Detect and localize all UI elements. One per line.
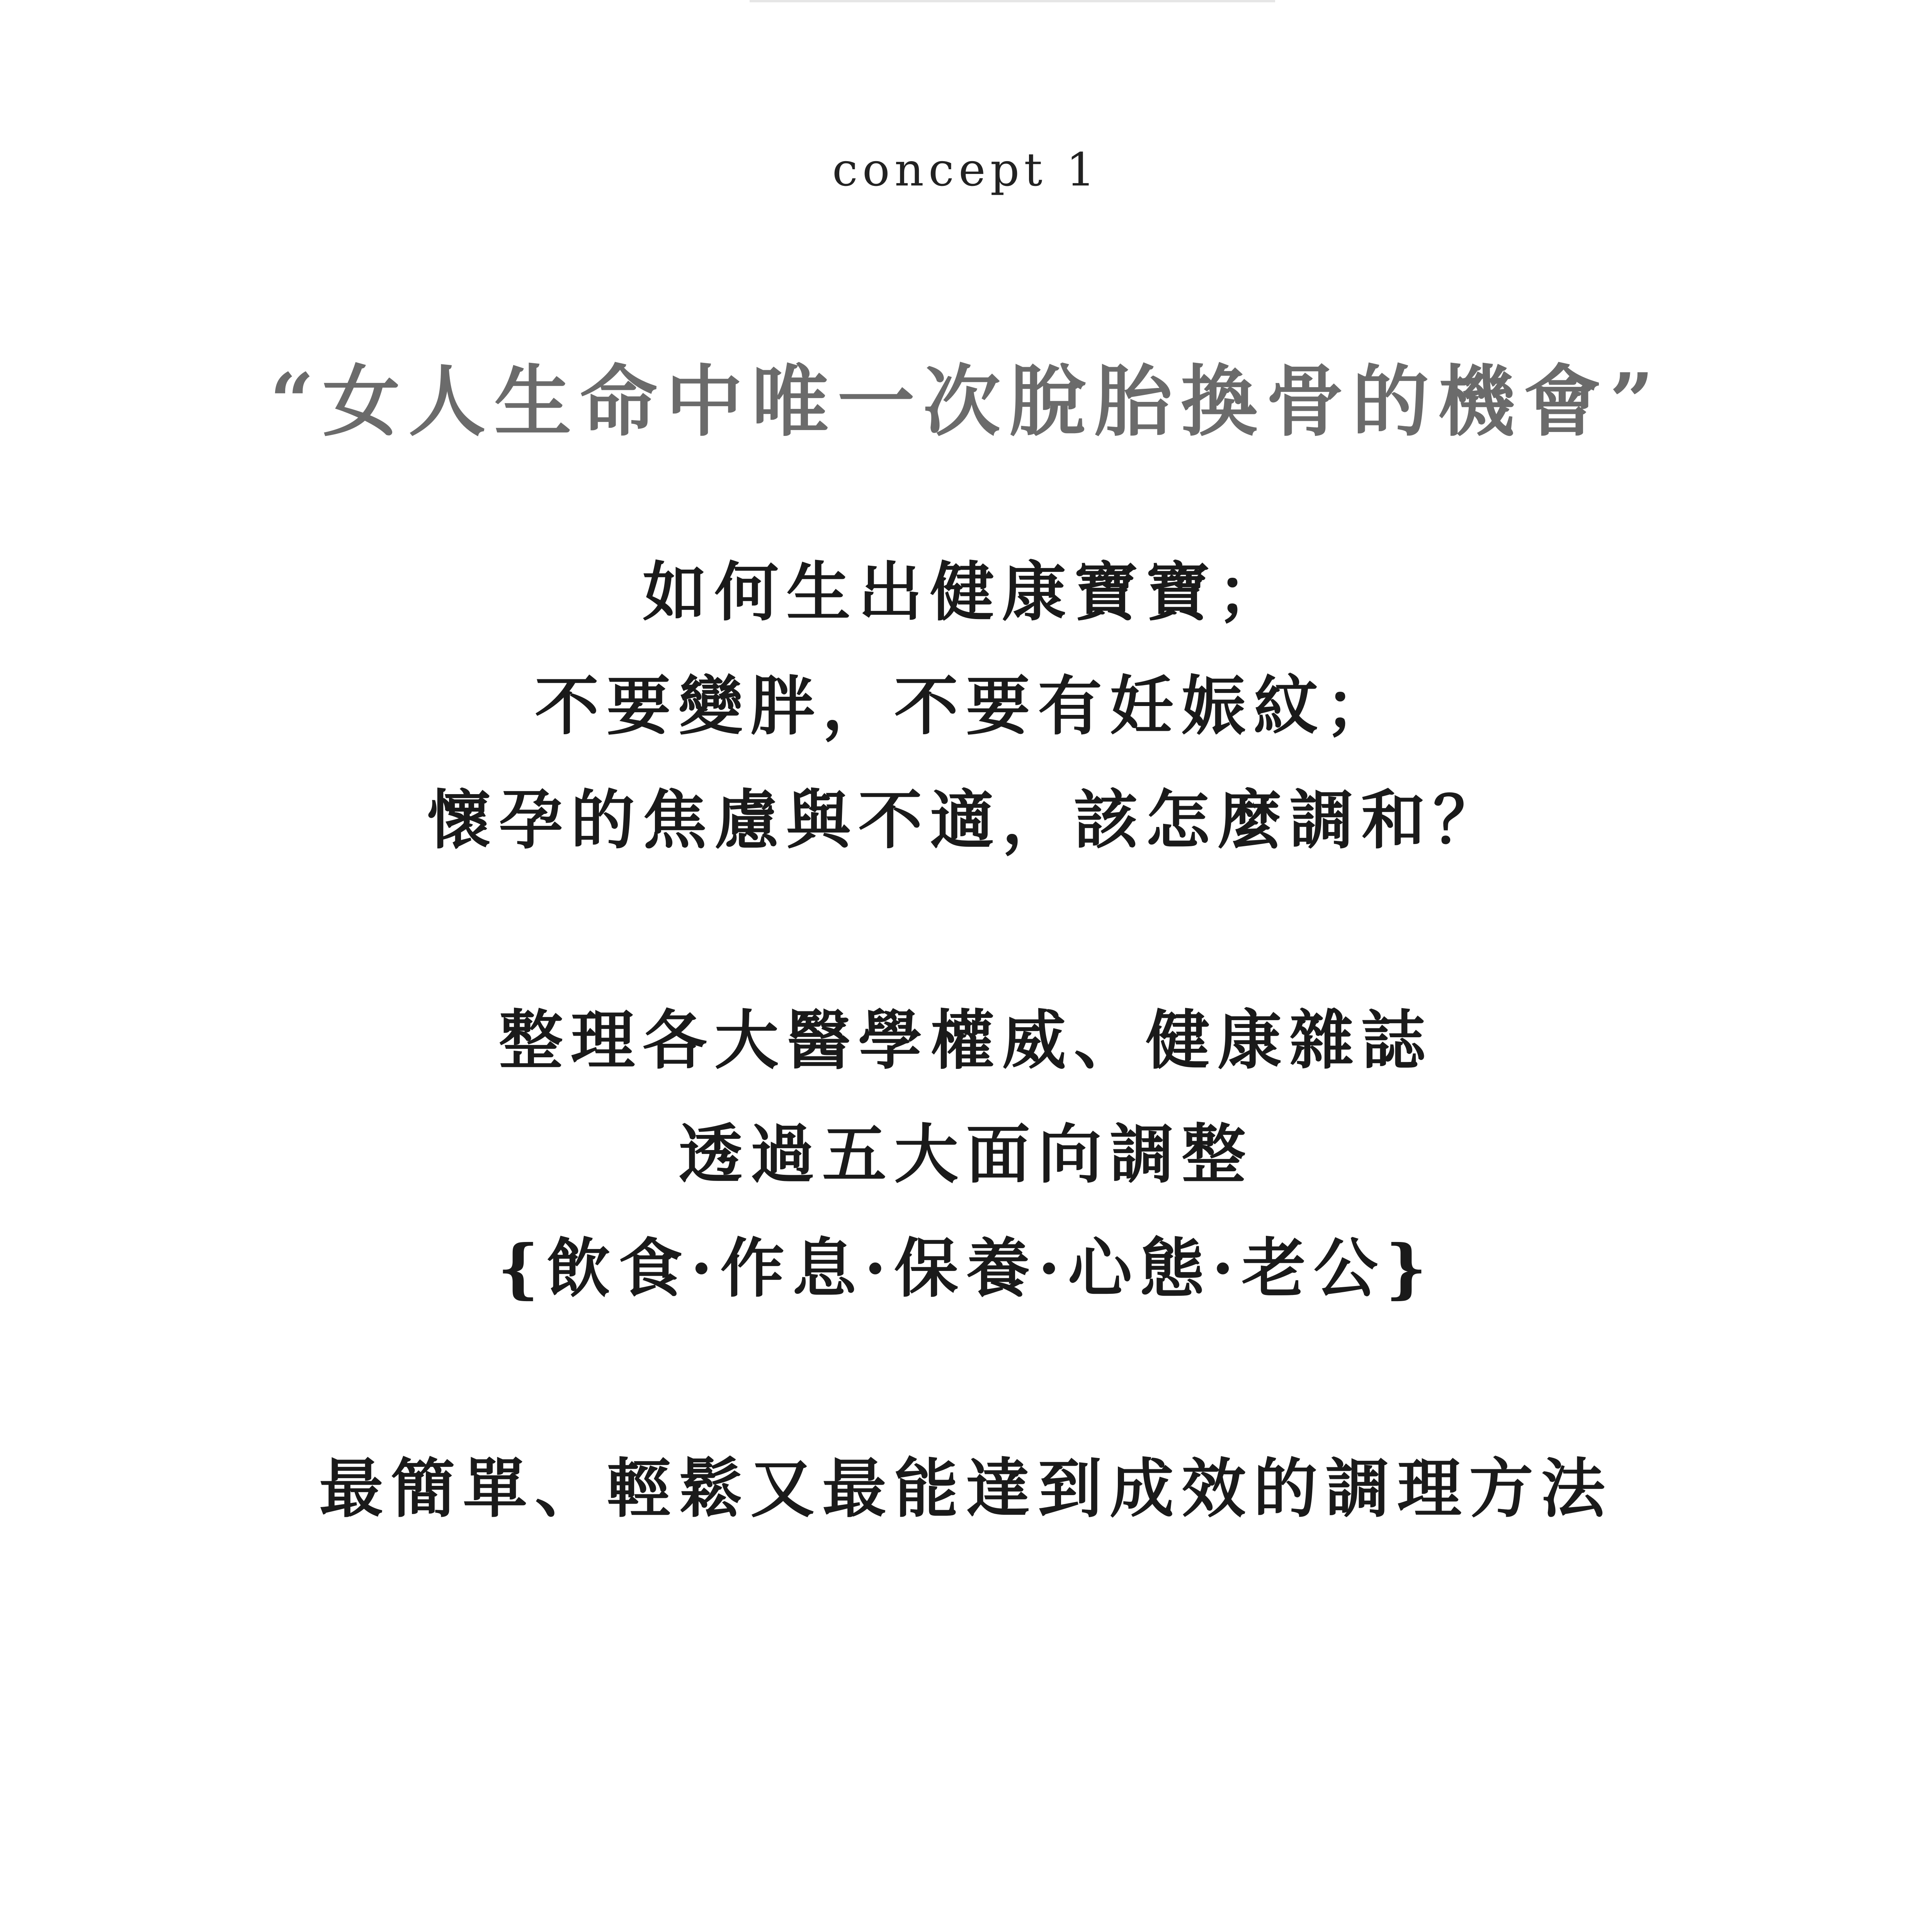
question-line-1: 如何生出健康寶寶； xyxy=(643,555,1289,630)
closing-statement: 最簡單、輕鬆又最能達到成效的調理方法 xyxy=(319,1451,1613,1526)
question-line-2: 不要變胖，不要有妊娠紋； xyxy=(535,669,1397,744)
method-line-2: 透過五大面向調整 xyxy=(679,1117,1253,1192)
method-line-1: 整理各大醫學權威、健康雜誌 xyxy=(499,1003,1433,1078)
headline-quote: “女人生命中唯一次脫胎換骨的機會” xyxy=(269,356,1663,447)
top-divider xyxy=(750,0,1275,2)
question-line-3: 懷孕的焦慮與不適，該怎麼調和？ xyxy=(427,783,1505,858)
method-line-3: {飲食·作息·保養·心態·老公} xyxy=(497,1231,1435,1306)
concept-label: concept 1 xyxy=(832,143,1100,196)
